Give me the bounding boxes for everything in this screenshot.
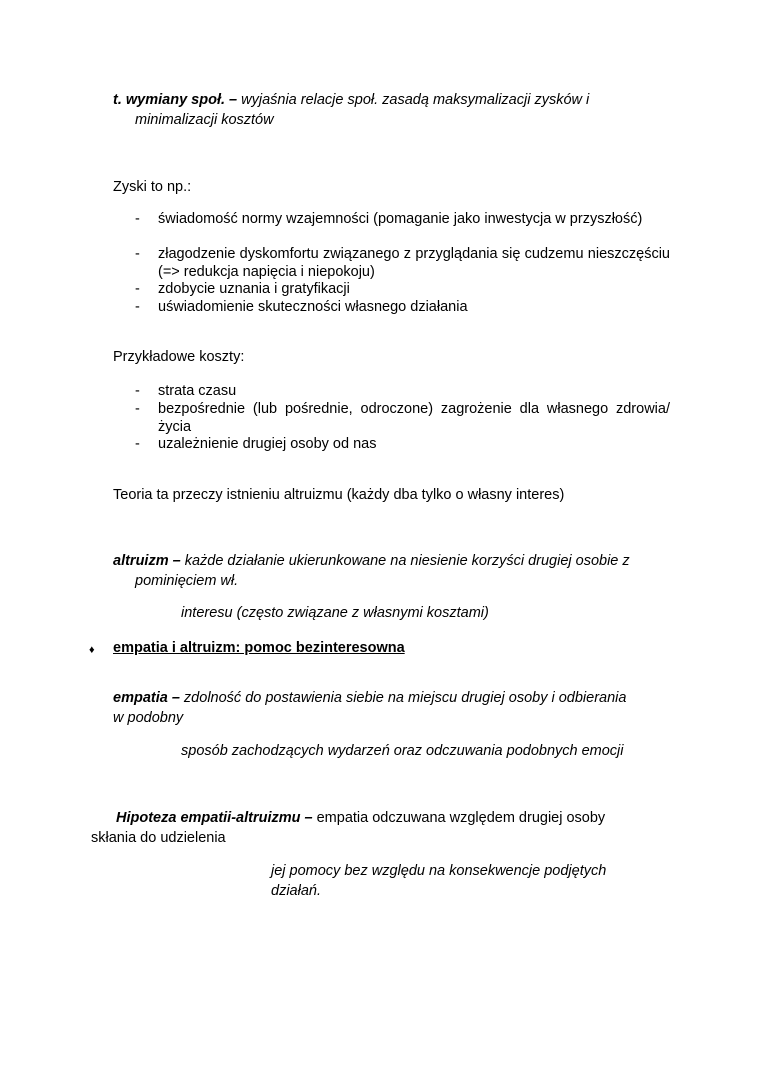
list-item-text: zdobycie uznania i gratyfikacji [158,281,350,297]
exchange-theory-line2: minimalizacji kosztów [135,112,274,128]
gains-item-4 [135,298,670,316]
theory-note: Teoria ta przeczy istnieniu altruizmu (każdy dba tylko o własny interes) [113,487,565,503]
list-item-text: strata czasu [158,383,237,399]
exchange-theory-definition: wyjaśnia relacje społ. zasadą maksymalizacji zysków i [237,92,590,108]
altruism-definition: każde działanie ukierunkowane na niesienie korzyści drugiej osobie z [180,553,630,569]
gains-item-2 [135,245,670,281]
costs-heading: Przykładowe koszty: [113,349,245,365]
list-item-text: uzależnienie drugiej osoby od nas [158,436,377,452]
list-item-text: bezpośrednie (lub pośrednie, odroczone) zagrożenie dla własnego zdrowia/ życia [158,401,670,435]
hypothesis-line3: jej pomocy bez względu na konsekwencje podjętych [271,863,607,879]
list-dash: - [135,281,140,297]
hypothesis-term: Hipoteza empatii-altruizmu – [116,810,313,826]
section-heading: empatia i altruizm: pomoc bezinteresowna [113,640,405,656]
altruism-line3: interesu (często związane z własnymi kosztami) [181,605,489,621]
empathy-definition: zdolność do postawienia siebie na miejscu drugiej osoby i odbierania [179,690,627,706]
list-dash: - [135,246,140,262]
hypothesis-line1 [116,809,605,827]
costs-item-1 [135,382,670,400]
list-dash: - [135,383,140,399]
hypothesis-line4: działań. [271,883,321,899]
empathy-line2: w podobny [113,710,184,726]
costs-item-3 [135,435,670,453]
exchange-theory-term: t. wymiany społ. – [113,92,238,108]
altruism-term: altruizm – [113,553,181,569]
list-item-text: uświadomienie skuteczności własnego działania [158,299,468,315]
list-item-text: złagodzenie dyskomfortu związanego z przyglądania się cudzemu nieszczęściu (=> redukcja napięcia i niepokoju) [158,246,670,280]
altruism-line1 [113,552,630,570]
hypothesis-line2: skłania do udzielenia [91,830,226,846]
diamond-bullet-icon: ♦ [89,644,95,656]
list-dash: - [135,211,140,227]
list-item-text: świadomość normy wzajemności (pomaganie jako inwestycja w przyszłość) [158,211,643,227]
empathy-line3: sposób zachodzących wydarzeń oraz odczuwania podobnych emocji [181,743,624,759]
list-dash: - [135,401,140,417]
hypothesis-definition: empatia odczuwana względem drugiej osoby [312,810,606,826]
exchange-theory-line1 [113,91,589,109]
altruism-line2: pominięciem wł. [135,573,239,589]
gains-item-3 [135,280,670,298]
empathy-line1 [113,689,626,707]
gains-item-1 [135,210,670,228]
list-dash: - [135,299,140,315]
costs-item-2 [135,400,670,436]
empathy-term: empatia – [113,690,180,706]
list-dash: - [135,436,140,452]
gains-heading: Zyski to np.: [113,179,192,195]
